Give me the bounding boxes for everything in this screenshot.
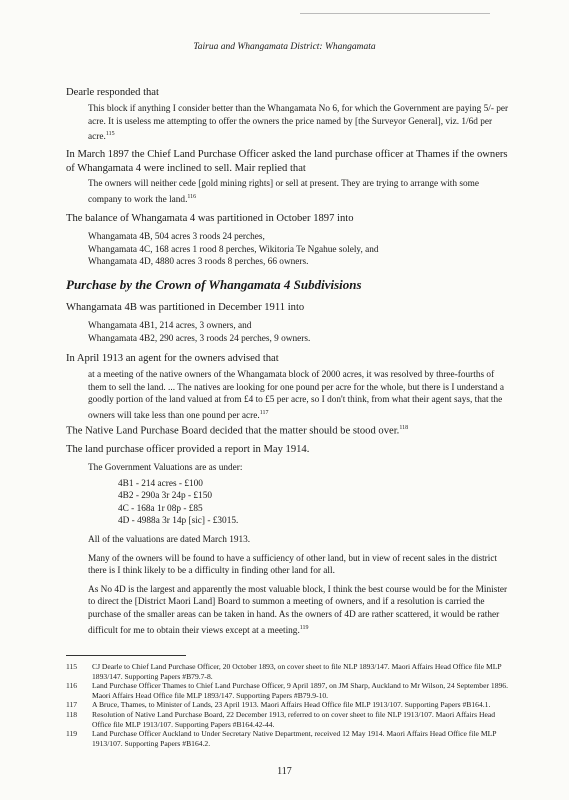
paragraph-dearle: Dearle responded that bbox=[66, 87, 159, 98]
footnote-ref: 115 bbox=[105, 131, 115, 138]
valuation-item: 4B2 - 290a 3r 24p - £150 bbox=[118, 491, 212, 502]
partition-list-1897 bbox=[88, 231, 512, 269]
quote-report bbox=[88, 462, 512, 637]
valuations-intro: The Government Valuations are as under: bbox=[88, 463, 243, 473]
paragraph-april-1913: In April 1913 an agent for the owners advised that bbox=[66, 353, 279, 364]
report-owners: Many of the owners will be found to have a sufficiency of other land, but in view of recent sales in the district there is I think likely to be a difficulty in finding other land for all. bbox=[88, 553, 498, 577]
footnote-ref: 117 bbox=[259, 409, 269, 416]
list-item: Whangamata 4C, 168 acres 1 rood 8 perches, Wikitoria Te Ngahue solely, and bbox=[88, 244, 379, 255]
footnote: 118 Resolution of Native Land Purchase Board, 22 December 1913, referred to on cover sheet to file NLP 1913/107. Maori Affairs Head Office file MLP 1913/107. Supporting Papers #B164.42-44. bbox=[66, 709, 495, 729]
footnote: 116 Land Purchase Officer Thames to Chief Land Purchase Officer, 9 April 1897, on JM Sharp, Auckland to Mr Wilson, 24 September 1896. Maori Affairs Head Office file MLP 1893/147. Supporting Papers #B79.9-10. bbox=[66, 681, 508, 700]
partition-list-1911 bbox=[88, 320, 512, 345]
valuation-item: 4B1 - 214 acres - £100 bbox=[118, 478, 203, 489]
paragraph-may-1914: The land purchase officer provided a report in May 1914. bbox=[66, 444, 310, 455]
footnote-ref: 116 bbox=[187, 193, 197, 200]
list-item: Whangamata 4D, 4880 acres 3 roods 8 perches, 66 owners. bbox=[88, 257, 309, 268]
footnote-ref: 119 bbox=[299, 624, 309, 631]
scan-rule bbox=[300, 13, 490, 14]
footnote-divider bbox=[66, 655, 186, 656]
valuation-item: 4C - 168a 1r 08p - £85 bbox=[118, 503, 203, 514]
page-number: 117 bbox=[277, 766, 292, 777]
footnote: 115 CJ Dearle to Chief Land Purchase Officer, 20 October 1893, on cover sheet to file NLP 1893/147. Maori Affairs Head Office file MLP 1893/147. Supporting Papers #B79.7-8. bbox=[66, 662, 502, 681]
list-item: Whangamata 4B1, 214 acres, 3 owners, and bbox=[88, 321, 252, 331]
quote-mair: The owners will neither cede [gold mining rights] or sell at present. They are trying to arrange with some company to work the land.$^{116}$ bbox=[88, 179, 479, 205]
valuations-date: All of the valuations are dated March 1913. bbox=[88, 534, 251, 545]
footnote: 119 Land Purchase Officer Auckland to Under Secretary Native Department, received 12 May 1914. Maori Affairs Head Office file MLP 1913/107. Supporting Papers #B164.2. bbox=[66, 729, 497, 748]
list-item: Whangamata 4B2, 290 acres, 3 roods 24 perches, 9 owners. bbox=[88, 333, 311, 344]
running-header: Tairua and Whangamata District: Whangamata bbox=[193, 42, 376, 52]
footnote: 117 A Bruce, Thames, to Minister of Lands, 23 April 1913. Maori Affairs Head Office file MLP 1913/107. Supporting Papers #B164.1. bbox=[66, 700, 491, 710]
quote-dearle: This block if anything I consider better than the Whangamata No 6, for which the Government are paying 5/- per acre. It is useless me attempting to offer the owners the price named by [the Surveyor General], viz. 1/6d per acre.$^{115}$ bbox=[88, 104, 509, 143]
list-item: Whangamata 4B, 504 acres 3 roods 24 perches, bbox=[88, 232, 265, 242]
footnotes bbox=[66, 662, 512, 748]
valuations-list bbox=[88, 478, 512, 528]
quote-agent: at a meeting of the native owners of the Whangamata block of 2000 acres, it was resolved by three-fourths of them to sell the land. ... The natives are looking for one pound per acre for the whole, but there is I understand a goodly portion of the land valued at from £4 to £5 per acre, so I don't think, from what their agent says, that the owners will take less than one pound per acre.$^{117}$ bbox=[88, 370, 504, 421]
valuation-item: 4D - 4988a 3r 14p [sic] - £3015. bbox=[118, 516, 239, 527]
footnote-ref: 118 bbox=[399, 425, 409, 431]
paragraph-partition-1911: Whangamata 4B was partitioned in December 1911 into bbox=[66, 302, 305, 313]
paragraph-march-1897: In March 1897 the Chief Land Purchase Officer asked the land purchase officer at Thames if the owners of Whangamata 4 were inclined to sell. Mair replied that bbox=[66, 149, 508, 174]
report-recommendation: As No 4D is the largest and apparently the most valuable block, I think the best course would be for the Minister to direct the [District Maori Land] Board to summon a meeting of owners, and if a resolution is carried the purchase of the smaller areas can be taken in hand. As the owners of 4D are rather scattered, it would be rather difficult for me to obtain their views except at a meeting.$^{119}$ bbox=[88, 584, 508, 636]
paragraph-partition-1897: The balance of Whangamata 4 was partitioned in October 1897 into bbox=[66, 213, 354, 224]
paragraph-board: The Native Land Purchase Board decided that the matter should be stood over.$^{118}$ bbox=[66, 425, 409, 437]
section-heading: Purchase by the Crown of Whangamata 4 Subdivisions bbox=[66, 277, 362, 292]
